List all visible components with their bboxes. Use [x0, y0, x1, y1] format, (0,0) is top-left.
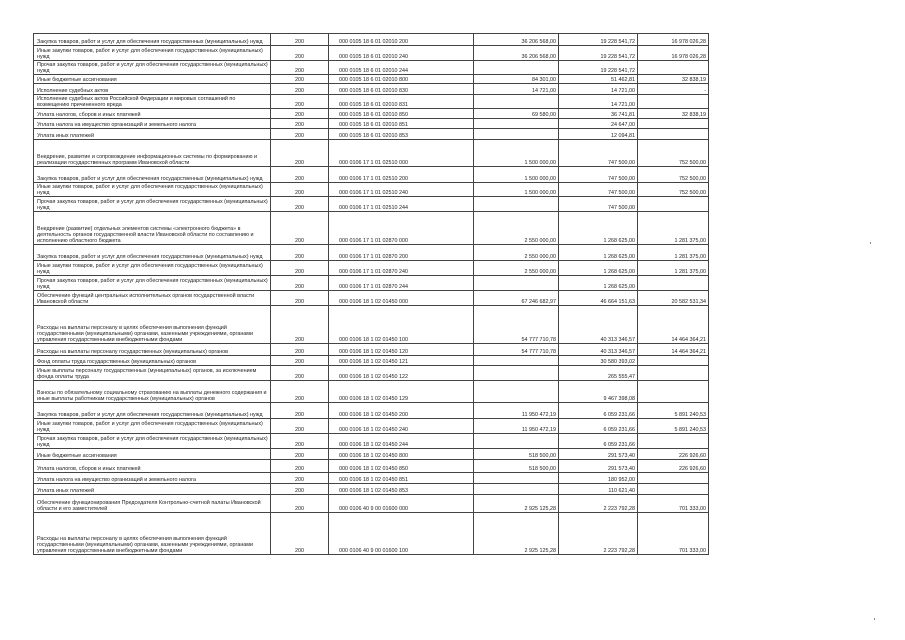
- row-name: Исполнение судебных актов Российской Федерации и мировых соглашений по возмещению причиненного вреда: [34, 95, 271, 109]
- row-kbk-code: 000 0106 18 1 02 01450 851: [329, 473, 474, 484]
- row-executed-amount: 747 500,00: [559, 140, 638, 167]
- row-executed-amount: 12 094,81: [559, 129, 638, 140]
- row-kbk-code: 000 0106 17 1 01 02870 000: [329, 212, 474, 245]
- row-code: 200: [271, 344, 329, 356]
- row-remaining-amount: [638, 381, 709, 403]
- row-name: Прочая закупка товаров, работ и услуг для обеспечения государственных (муниципальных) нужд: [34, 276, 271, 291]
- row-approved-amount: 69 580,00: [474, 109, 559, 119]
- row-remaining-amount: [638, 366, 709, 381]
- row-executed-amount: 1 268 625,00: [559, 276, 638, 291]
- row-code: 200: [271, 95, 329, 109]
- row-executed-amount: 110 621,40: [559, 484, 638, 495]
- row-remaining-amount: 752 500,00: [638, 183, 709, 197]
- row-remaining-amount: 16 978 026,28: [638, 46, 709, 61]
- table-row: [34, 75, 709, 84]
- row-approved-amount: 2 550 000,00: [474, 261, 559, 276]
- row-executed-amount: 19 228 541,72: [559, 46, 638, 61]
- row-name: Иные закупки товаров, работ и услуг для обеспечения государственных (муниципальных) нужд: [34, 46, 271, 61]
- row-approved-amount: 518 500,00: [474, 460, 559, 473]
- row-kbk-code: 000 0106 18 1 02 01450 120: [329, 344, 474, 356]
- row-name: Закупка товаров, работ и услуг для обеспечения государственных (муниципальных) нужд: [34, 403, 271, 419]
- row-approved-amount: 11 950 472,19: [474, 403, 559, 419]
- row-approved-amount: 2 925 125,28: [474, 513, 559, 555]
- row-name: Расходы на выплаты персоналу государственных (муниципальных) органов: [34, 344, 271, 356]
- row-code: 200: [271, 119, 329, 129]
- row-remaining-amount: 701 333,00: [638, 495, 709, 513]
- row-code: 200: [271, 140, 329, 167]
- row-executed-amount: 1 268 625,00: [559, 212, 638, 245]
- row-code: 200: [271, 167, 329, 183]
- row-kbk-code: 000 0106 40 9 00 01600 100: [329, 513, 474, 555]
- row-approved-amount: 518 500,00: [474, 449, 559, 460]
- table-row: [34, 291, 709, 306]
- table-row: [34, 197, 709, 212]
- row-code: 200: [271, 460, 329, 473]
- row-code: 200: [271, 434, 329, 449]
- row-approved-amount: [474, 484, 559, 495]
- row-code: 200: [271, 212, 329, 245]
- row-executed-amount: 14 721,00: [559, 95, 638, 109]
- row-remaining-amount: [638, 276, 709, 291]
- row-code: 200: [271, 291, 329, 306]
- row-approved-amount: 54 777 710,78: [474, 344, 559, 356]
- row-kbk-code: 000 0106 17 1 01 02870 200: [329, 245, 474, 261]
- row-remaining-amount: 1 281 375,00: [638, 261, 709, 276]
- row-executed-amount: 51 462,81: [559, 75, 638, 84]
- row-executed-amount: 24 647,00: [559, 119, 638, 129]
- row-remaining-amount: [638, 61, 709, 75]
- row-approved-amount: [474, 366, 559, 381]
- row-remaining-amount: 752 500,00: [638, 167, 709, 183]
- row-kbk-code: 000 0105 18 6 01 02010 200: [329, 34, 474, 46]
- row-approved-amount: 67 246 682,97: [474, 291, 559, 306]
- table-row: [34, 366, 709, 381]
- row-kbk-code: 000 0106 40 9 00 01600 000: [329, 495, 474, 513]
- row-kbk-code: 000 0106 17 1 01 02510 000: [329, 140, 474, 167]
- row-code: 200: [271, 75, 329, 84]
- row-kbk-code: 000 0105 18 6 01 02010 244: [329, 61, 474, 75]
- row-approved-amount: 2 550 000,00: [474, 245, 559, 261]
- table-row: [34, 167, 709, 183]
- row-approved-amount: 36 206 568,00: [474, 34, 559, 46]
- table-row: [34, 381, 709, 403]
- row-executed-amount: 36 741,81: [559, 109, 638, 119]
- row-approved-amount: 2 550 000,00: [474, 212, 559, 245]
- row-kbk-code: 000 0106 17 1 01 02870 244: [329, 276, 474, 291]
- row-code: 200: [271, 109, 329, 119]
- row-code: 200: [271, 484, 329, 495]
- row-name: Уплата иных платежей: [34, 129, 271, 140]
- row-remaining-amount: 16 978 026,28: [638, 34, 709, 46]
- row-kbk-code: 000 0106 17 1 01 02870 240: [329, 261, 474, 276]
- margin-mark: [874, 618, 875, 620]
- row-name: Исполнение судебных актов: [34, 84, 271, 95]
- row-kbk-code: 000 0106 17 1 01 02510 200: [329, 167, 474, 183]
- row-code: 200: [271, 449, 329, 460]
- table-row: [34, 495, 709, 513]
- row-remaining-amount: 14 464 364,21: [638, 306, 709, 344]
- table-row: [34, 183, 709, 197]
- row-code: 200: [271, 34, 329, 46]
- table-row: [34, 306, 709, 344]
- table-body: [34, 34, 709, 555]
- table-row: [34, 212, 709, 245]
- row-name: Закупка товаров, работ и услуг для обеспечения государственных (муниципальных) нужд: [34, 34, 271, 46]
- row-name: Уплата налога на имущество организаций и земельного налога: [34, 473, 271, 484]
- row-code: 200: [271, 84, 329, 95]
- row-name: Уплата налога на имущество организаций и земельного налога: [34, 119, 271, 129]
- row-executed-amount: 180 952,00: [559, 473, 638, 484]
- table-row: [34, 403, 709, 419]
- row-approved-amount: [474, 276, 559, 291]
- row-name: Уплата иных платежей: [34, 484, 271, 495]
- row-approved-amount: [474, 119, 559, 129]
- row-name: Прочая закупка товаров, работ и услуг для обеспечения государственных (муниципальных) нужд: [34, 197, 271, 212]
- table-row: [34, 109, 709, 119]
- row-code: 200: [271, 513, 329, 555]
- row-kbk-code: 000 0106 18 1 02 01450 240: [329, 419, 474, 434]
- row-executed-amount: 6 059 231,66: [559, 403, 638, 419]
- row-approved-amount: [474, 473, 559, 484]
- row-approved-amount: 1 500 000,00: [474, 140, 559, 167]
- margin-mark: [870, 242, 871, 244]
- row-kbk-code: 000 0106 18 1 02 01450 000: [329, 291, 474, 306]
- row-approved-amount: 1 500 000,00: [474, 183, 559, 197]
- row-code: 200: [271, 356, 329, 366]
- row-code: 200: [271, 419, 329, 434]
- row-remaining-amount: 5 891 240,53: [638, 403, 709, 419]
- row-kbk-code: 000 0106 18 1 02 01450 100: [329, 306, 474, 344]
- row-code: 200: [271, 381, 329, 403]
- row-kbk-code: 000 0105 18 6 01 02010 800: [329, 75, 474, 84]
- row-approved-amount: [474, 129, 559, 140]
- row-code: 200: [271, 129, 329, 140]
- table-row: [34, 261, 709, 276]
- row-executed-amount: 6 059 231,66: [559, 419, 638, 434]
- row-approved-amount: 1 500 000,00: [474, 167, 559, 183]
- row-remaining-amount: 20 582 531,34: [638, 291, 709, 306]
- row-kbk-code: 000 0105 18 6 01 02010 830: [329, 84, 474, 95]
- row-name: Взносы по обязательному социальному страхованию на выплаты денежного содержания и иные выплаты работникам государственных (муниципальных) органов: [34, 381, 271, 403]
- row-executed-amount: 1 268 625,00: [559, 245, 638, 261]
- row-code: 200: [271, 61, 329, 75]
- row-approved-amount: [474, 356, 559, 366]
- row-name: Внедрение, развитие и сопровождение информационных системы по формированию и реализации государственных программ Ивановской области: [34, 140, 271, 167]
- table-row: [34, 484, 709, 495]
- row-kbk-code: 000 0105 18 6 01 02010 240: [329, 46, 474, 61]
- row-kbk-code: 000 0105 18 6 01 02010 850: [329, 109, 474, 119]
- budget-execution-table: [33, 33, 709, 555]
- row-approved-amount: [474, 381, 559, 403]
- row-kbk-code: 000 0105 18 6 01 02010 853: [329, 129, 474, 140]
- row-name: Прочая закупка товаров, работ и услуг для обеспечения государственных (муниципальных) нужд: [34, 61, 271, 75]
- row-kbk-code: 000 0106 17 1 01 02510 240: [329, 183, 474, 197]
- row-remaining-amount: 1 281 375,00: [638, 212, 709, 245]
- row-code: 200: [271, 306, 329, 344]
- table-row: [34, 276, 709, 291]
- budget-report-page: [33, 33, 708, 555]
- row-executed-amount: 6 059 231,66: [559, 434, 638, 449]
- row-remaining-amount: [638, 473, 709, 484]
- row-kbk-code: 000 0106 18 1 02 01450 850: [329, 460, 474, 473]
- row-remaining-amount: [638, 197, 709, 212]
- row-name: Уплата налогов, сборов и иных платежей: [34, 109, 271, 119]
- row-name: Закупка товаров, работ и услуг для обеспечения государственных (муниципальных) нужд: [34, 167, 271, 183]
- row-kbk-code: 000 0106 18 1 02 01450 121: [329, 356, 474, 366]
- row-executed-amount: 40 313 346,57: [559, 344, 638, 356]
- row-remaining-amount: [638, 434, 709, 449]
- row-kbk-code: 000 0105 18 6 01 02010 831: [329, 95, 474, 109]
- row-remaining-amount: 5 891 240,53: [638, 419, 709, 434]
- row-kbk-code: 000 0106 17 1 01 02510 244: [329, 197, 474, 212]
- row-executed-amount: 19 228 541,72: [559, 61, 638, 75]
- row-remaining-amount: 32 838,19: [638, 109, 709, 119]
- table-row: [34, 344, 709, 356]
- row-approved-amount: 2 925 125,28: [474, 495, 559, 513]
- row-code: 200: [271, 495, 329, 513]
- row-approved-amount: 11 950 472,19: [474, 419, 559, 434]
- row-executed-amount: 291 573,40: [559, 449, 638, 460]
- row-approved-amount: 14 721,00: [474, 84, 559, 95]
- row-executed-amount: 19 228 541,72: [559, 34, 638, 46]
- row-kbk-code: 000 0106 18 1 02 01450 853: [329, 484, 474, 495]
- row-code: 200: [271, 46, 329, 61]
- row-code: 200: [271, 261, 329, 276]
- row-code: 200: [271, 183, 329, 197]
- row-remaining-amount: 1 281 375,00: [638, 245, 709, 261]
- row-name: Расходы на выплаты персоналу в целях обеспечения выполнения функций государственными (муниципальными) органами, казенными учреждениями, органами управления государственными внебюджетными фондами: [34, 306, 271, 344]
- row-kbk-code: 000 0105 18 6 01 02010 851: [329, 119, 474, 129]
- row-remaining-amount: 226 926,60: [638, 449, 709, 460]
- row-remaining-amount: [638, 484, 709, 495]
- row-remaining-amount: [638, 356, 709, 366]
- row-remaining-amount: -: [638, 84, 709, 95]
- row-code: 200: [271, 197, 329, 212]
- table-row: [34, 449, 709, 460]
- row-code: 200: [271, 245, 329, 261]
- row-approved-amount: [474, 197, 559, 212]
- row-executed-amount: 14 721,00: [559, 84, 638, 95]
- row-executed-amount: 46 664 151,63: [559, 291, 638, 306]
- row-kbk-code: 000 0106 18 1 02 01450 244: [329, 434, 474, 449]
- row-name: Фонд оплаты труда государственных (муниципальных) органов: [34, 356, 271, 366]
- row-remaining-amount: 701 333,00: [638, 513, 709, 555]
- table-row: [34, 245, 709, 261]
- row-executed-amount: 747 500,00: [559, 197, 638, 212]
- table-row: [34, 129, 709, 140]
- row-kbk-code: 000 0106 18 1 02 01450 200: [329, 403, 474, 419]
- row-executed-amount: 2 223 792,28: [559, 495, 638, 513]
- row-name: Внедрение (развитие) отдельных элементов системы «электронного бюджета» в деятельность органов государственной власти Ивановской области по составлению и исполнению областного бюджета: [34, 212, 271, 245]
- row-name: Иные бюджетные ассигнования: [34, 75, 271, 84]
- row-name: Обеспечение функционирования Председателя Контрольно-счетной палаты Ивановской области и его заместителей: [34, 495, 271, 513]
- row-approved-amount: 54 777 710,78: [474, 306, 559, 344]
- table-row: [34, 34, 709, 46]
- row-executed-amount: 30 580 393,02: [559, 356, 638, 366]
- row-kbk-code: 000 0106 18 1 02 01450 122: [329, 366, 474, 381]
- row-executed-amount: 747 500,00: [559, 183, 638, 197]
- row-remaining-amount: 32 838,19: [638, 75, 709, 84]
- table-row: [34, 356, 709, 366]
- row-executed-amount: 265 555,47: [559, 366, 638, 381]
- row-executed-amount: 291 573,40: [559, 460, 638, 473]
- row-kbk-code: 000 0106 18 1 02 01450 800: [329, 449, 474, 460]
- table-row: [34, 473, 709, 484]
- row-remaining-amount: 226 926,60: [638, 460, 709, 473]
- row-approved-amount: [474, 61, 559, 75]
- table-row: [34, 460, 709, 473]
- row-code: 200: [271, 473, 329, 484]
- row-name: Иные бюджетные ассигнования: [34, 449, 271, 460]
- table-row: [34, 513, 709, 555]
- row-name: Иные закупки товаров, работ и услуг для обеспечения государственных (муниципальных) нужд: [34, 419, 271, 434]
- row-name: Закупка товаров, работ и услуг для обеспечения государственных (муниципальных) нужд: [34, 245, 271, 261]
- row-executed-amount: 1 268 625,00: [559, 261, 638, 276]
- row-remaining-amount: [638, 119, 709, 129]
- table-row: [34, 61, 709, 75]
- table-row: [34, 434, 709, 449]
- row-code: 200: [271, 366, 329, 381]
- row-code: 200: [271, 403, 329, 419]
- row-approved-amount: 84 301,00: [474, 75, 559, 84]
- row-name: Уплата налогов, сборов и иных платежей: [34, 460, 271, 473]
- row-remaining-amount: 14 464 364,21: [638, 344, 709, 356]
- row-code: 200: [271, 276, 329, 291]
- row-kbk-code: 000 0106 18 1 02 01450 129: [329, 381, 474, 403]
- row-name: Обеспечение функций центральных исполнительных органов государственной власти Ивановской области: [34, 291, 271, 306]
- row-executed-amount: 9 467 398,08: [559, 381, 638, 403]
- row-approved-amount: [474, 95, 559, 109]
- table-row: [34, 119, 709, 129]
- table-row: [34, 419, 709, 434]
- table-row: [34, 84, 709, 95]
- row-name: Прочая закупка товаров, работ и услуг для обеспечения государственных (муниципальных) нужд: [34, 434, 271, 449]
- row-name: Иные выплаты персоналу государственных (муниципальных) органов, за исключением фонда оплаты труда: [34, 366, 271, 381]
- table-row: [34, 95, 709, 109]
- row-executed-amount: 2 223 792,28: [559, 513, 638, 555]
- row-approved-amount: 36 206 568,00: [474, 46, 559, 61]
- row-remaining-amount: 752 500,00: [638, 140, 709, 167]
- row-name: Расходы на выплаты персоналу в целях обеспечения выполнения функций государственными (муниципальными) органами, казенными учреждениями, органами управления государственными внебюджетными фондами: [34, 513, 271, 555]
- table-row: [34, 140, 709, 167]
- row-name: Иные закупки товаров, работ и услуг для обеспечения государственных (муниципальных) нужд: [34, 183, 271, 197]
- table-row: [34, 46, 709, 61]
- row-approved-amount: [474, 434, 559, 449]
- row-remaining-amount: [638, 95, 709, 109]
- row-name: Иные закупки товаров, работ и услуг для обеспечения государственных (муниципальных) нужд: [34, 261, 271, 276]
- row-executed-amount: 40 313 346,57: [559, 306, 638, 344]
- row-executed-amount: 747 500,00: [559, 167, 638, 183]
- row-remaining-amount: [638, 129, 709, 140]
